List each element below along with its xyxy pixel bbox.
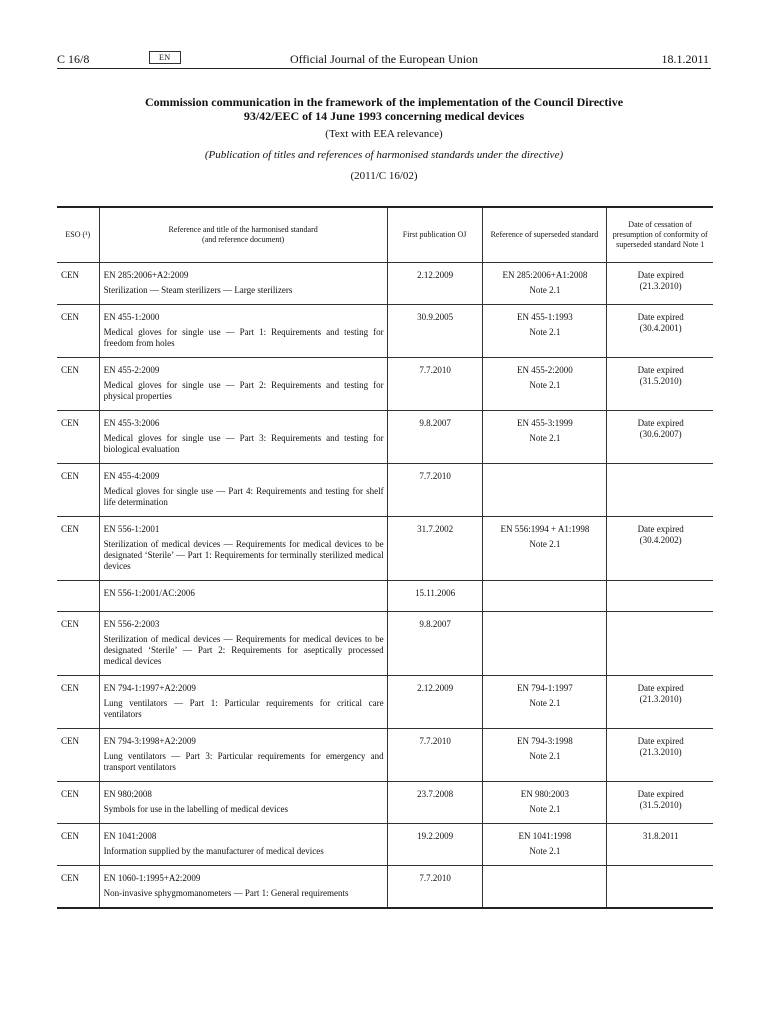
cell-eso: CEN (61, 270, 79, 280)
cell-first-publication: 23.7.2008 (387, 782, 482, 824)
cell-eso: CEN (61, 736, 79, 746)
header-reference-title-line-2: (and reference document) (202, 235, 285, 244)
cell-first-publication: 7.7.2010 (387, 866, 482, 909)
header-cessation-date: Date of cessation of presumption of conformity of superseded standard Note 1 (612, 220, 708, 249)
standard-reference: EN 556-1:2001 (103, 524, 160, 534)
cell-first-publication: 2.12.2009 (387, 263, 482, 305)
standard-reference: EN 285:2006+A2:2009 (103, 270, 189, 280)
cell-eso: CEN (61, 619, 79, 629)
cessation-date: (30.4.2002) (639, 535, 682, 545)
standard-title: Medical gloves for single use — Part 2: Requirements and testing for physical properties (103, 380, 384, 401)
cessation-status: 31.8.2011 (642, 831, 679, 841)
cell-reference-title (99, 729, 387, 782)
table-row (57, 305, 713, 358)
cell-reference-title (99, 358, 387, 411)
cell-reference-title (99, 676, 387, 729)
cell-first-publication: 19.2.2009 (387, 824, 482, 866)
cessation-status: Date expired (637, 736, 684, 746)
cell-first-publication: 9.8.2007 (387, 411, 482, 464)
language-badge: EN (149, 51, 181, 64)
standard-title: Lung ventilators — Part 1: Particular requirements for critical care ventilators (103, 698, 384, 719)
document-reference: (2011/C 16/02) (350, 170, 418, 182)
cessation-status: Date expired (637, 524, 684, 534)
cell-eso: CEN (61, 312, 79, 322)
cessation-date: (21.3.2010) (639, 281, 682, 291)
eea-relevance: (Text with EEA relevance) (325, 128, 443, 140)
issue-date: 18.1.2011 (661, 52, 709, 66)
cell-cessation-date (607, 729, 713, 782)
cell-first-publication: 7.7.2010 (387, 358, 482, 411)
standard-title: Symbols for use in the labelling of medical devices (103, 804, 289, 814)
standard-reference: EN 794-1:1997+A2:2009 (103, 683, 196, 693)
cell-reference-title (99, 866, 387, 909)
header-eso: ESO (¹) (65, 230, 91, 239)
standards-table (57, 206, 713, 909)
header-divider (57, 68, 711, 69)
cell-cessation-date (607, 676, 713, 729)
standard-reference: EN 455-4:2009 (103, 471, 160, 481)
title-line-1: Commission communication in the framework of the implementation of the Council Directive (144, 95, 624, 109)
superseded-note: Note 2.1 (529, 433, 561, 443)
cell-first-publication: 2.12.2009 (387, 676, 482, 729)
standard-title: Sterilization — Steam sterilizers — Large sterilizers (103, 285, 293, 295)
table-row (57, 517, 713, 581)
cell-cessation-date (607, 464, 713, 517)
cell-eso: CEN (61, 683, 79, 693)
cessation-date: (31.5.2010) (639, 376, 682, 386)
table-row (57, 464, 713, 517)
superseded-note: Note 2.1 (529, 751, 561, 761)
standard-reference: EN 1041:2008 (103, 831, 157, 841)
cell-eso: CEN (61, 471, 79, 481)
journal-title: Official Journal of the European Union (289, 52, 479, 66)
publication-note: (Publication of titles and references of harmonised standards under the directive) (204, 149, 564, 161)
table-row (57, 824, 713, 866)
cell-superseded (482, 464, 607, 517)
cell-cessation-date (607, 581, 713, 612)
cell-superseded (482, 866, 607, 909)
table-row (57, 612, 713, 676)
superseded-reference: EN 556:1994 + A1:1998 (500, 524, 590, 534)
cell-eso: CEN (61, 418, 79, 428)
standard-title: Medical gloves for single use — Part 3: Requirements and testing for biological evaluation (103, 433, 384, 454)
cell-superseded (482, 676, 607, 729)
standard-reference: EN 794-3:1998+A2:2009 (103, 736, 196, 746)
cell-cessation-date (607, 824, 713, 866)
header-superseded: Reference of superseded standard (482, 207, 607, 263)
standard-title: Sterilization of medical devices — Requirements for medical devices to be designated ‘Sterile’ — Part 1: Requirements for terminally sterilized medical devices (103, 539, 384, 571)
cell-superseded (482, 782, 607, 824)
superseded-reference: EN 1041:1998 (518, 831, 572, 841)
standard-title: Non-invasive sphygmomanometers — Part 1: General requirements (103, 888, 349, 898)
standard-reference: EN 556-1:2001/AC:2006 (103, 588, 195, 598)
cell-superseded (482, 263, 607, 305)
cell-cessation-date (607, 263, 713, 305)
standard-title: Sterilization of medical devices — Requirements for medical devices to be designated ‘Sterile’ — Part 2: Requirements for aseptically processed medical devices (103, 634, 384, 666)
cessation-date: (30.6.2007) (639, 429, 682, 439)
table-body (57, 263, 713, 909)
standard-reference: EN 455-1:2000 (103, 312, 160, 322)
standard-reference: EN 556-2:2003 (103, 619, 160, 629)
cell-reference-title (99, 782, 387, 824)
cell-first-publication: 30.9.2005 (387, 305, 482, 358)
cell-superseded (482, 581, 607, 612)
standard-title: Medical gloves for single use — Part 1: Requirements and testing for freedom from holes (103, 327, 384, 348)
cell-reference-title (99, 464, 387, 517)
table-row (57, 263, 713, 305)
cessation-date: (21.3.2010) (639, 747, 682, 757)
standard-title: Lung ventilators — Part 3: Particular requirements for emergency and transport ventilators (103, 751, 384, 772)
table-row (57, 411, 713, 464)
page-header (57, 50, 711, 68)
superseded-reference: EN 455-1:1993 (517, 312, 573, 322)
header-reference-title (99, 207, 387, 263)
cell-first-publication: 15.11.2006 (387, 581, 482, 612)
cessation-status: Date expired (637, 789, 684, 799)
standard-reference: EN 980:2008 (103, 789, 152, 799)
standard-reference: EN 1060-1:1995+A2:2009 (103, 873, 201, 883)
cell-superseded (482, 517, 607, 581)
cell-superseded (482, 411, 607, 464)
cessation-date: (31.5.2010) (639, 800, 682, 810)
cessation-status: Date expired (637, 365, 684, 375)
cell-reference-title (99, 305, 387, 358)
cell-eso: CEN (61, 873, 79, 883)
cell-eso (57, 581, 99, 612)
cell-reference-title (99, 263, 387, 305)
superseded-note: Note 2.1 (529, 539, 561, 549)
cell-cessation-date (607, 358, 713, 411)
superseded-note: Note 2.1 (529, 380, 561, 390)
superseded-reference: EN 794-1:1997 (517, 683, 573, 693)
cell-cessation-date (607, 305, 713, 358)
header-first-publication: First publication OJ (387, 207, 482, 263)
cell-eso: CEN (61, 524, 79, 534)
superseded-reference: EN 794-3:1998 (517, 736, 573, 746)
cell-reference-title (99, 517, 387, 581)
cell-superseded (482, 729, 607, 782)
cessation-date: (30.4.2001) (639, 323, 682, 333)
cell-eso: CEN (61, 789, 79, 799)
superseded-note: Note 2.1 (529, 846, 561, 856)
superseded-reference: EN 455-2:2000 (517, 365, 573, 375)
table-header-row (57, 207, 713, 263)
cell-superseded (482, 824, 607, 866)
cell-reference-title (99, 581, 387, 612)
superseded-note: Note 2.1 (529, 698, 561, 708)
table-row (57, 729, 713, 782)
table-row (57, 581, 713, 612)
standard-title: Information supplied by the manufacturer of medical devices (103, 846, 324, 856)
table-row (57, 782, 713, 824)
table-row (57, 676, 713, 729)
cessation-status: Date expired (637, 418, 684, 428)
standard-reference: EN 455-2:2009 (103, 365, 160, 375)
cessation-date: (21.3.2010) (639, 694, 682, 704)
cell-reference-title (99, 411, 387, 464)
superseded-note: Note 2.1 (529, 804, 561, 814)
title-line-2: 93/42/EEC of 14 June 1993 concerning medical devices (243, 109, 525, 123)
cell-cessation-date (607, 411, 713, 464)
cell-eso: CEN (61, 365, 79, 375)
cessation-status: Date expired (637, 270, 684, 280)
cell-reference-title (99, 612, 387, 676)
superseded-note: Note 2.1 (529, 327, 561, 337)
page-reference: C 16/8 (57, 52, 90, 66)
cell-superseded (482, 305, 607, 358)
superseded-reference: EN 980:2003 (520, 789, 570, 799)
superseded-reference: EN 455-3:1999 (517, 418, 573, 428)
header-reference-title-line-1: Reference and title of the harmonised standard (168, 225, 318, 234)
cell-first-publication: 9.8.2007 (387, 612, 482, 676)
cessation-status: Date expired (637, 312, 684, 322)
superseded-reference: EN 285:2006+A1:2008 (502, 270, 588, 280)
cell-reference-title (99, 824, 387, 866)
standard-title: Medical gloves for single use — Part 4: Requirements and testing for shelf life determination (103, 486, 384, 507)
cell-cessation-date (607, 782, 713, 824)
document-title (57, 95, 711, 123)
cell-superseded (482, 358, 607, 411)
cell-first-publication: 7.7.2010 (387, 464, 482, 517)
cessation-status: Date expired (637, 683, 684, 693)
table-row (57, 358, 713, 411)
cell-eso: CEN (61, 831, 79, 841)
cell-first-publication: 7.7.2010 (387, 729, 482, 782)
cell-cessation-date (607, 612, 713, 676)
cell-cessation-date (607, 866, 713, 909)
cell-cessation-date (607, 517, 713, 581)
cell-superseded (482, 612, 607, 676)
standard-reference: EN 455-3:2006 (103, 418, 160, 428)
table-row (57, 866, 713, 909)
cell-first-publication: 31.7.2002 (387, 517, 482, 581)
superseded-note: Note 2.1 (529, 285, 561, 295)
